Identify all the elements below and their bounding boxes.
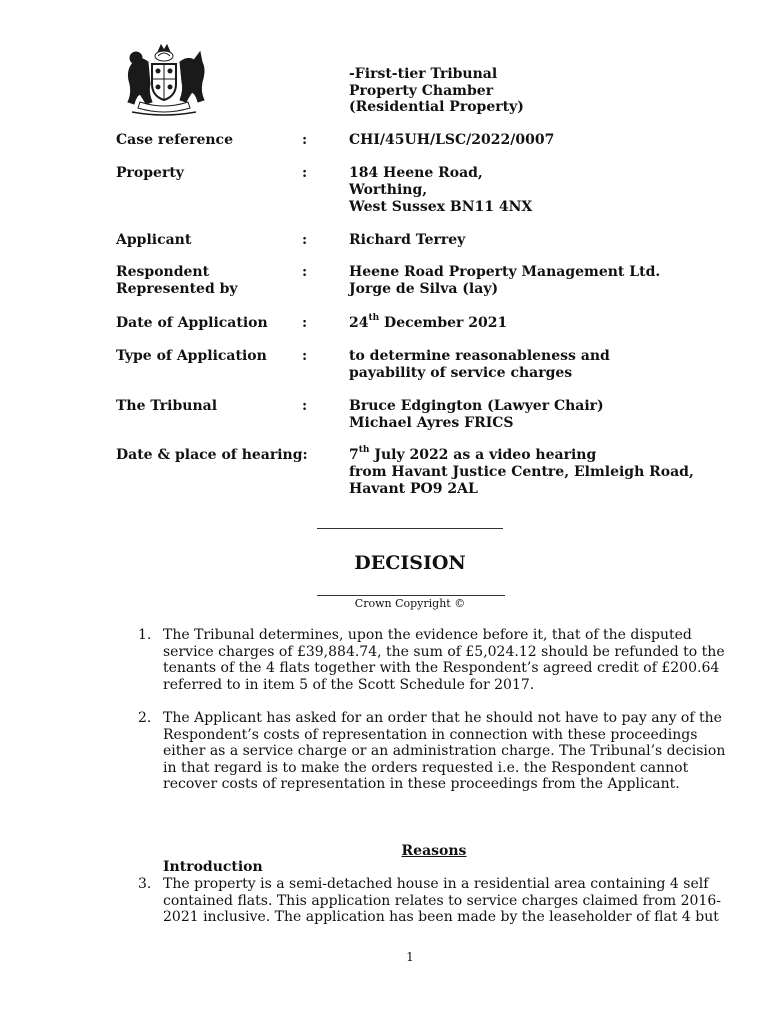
value-line: Bruce Edgington (Lawyer Chair) [349,398,604,414]
value-line [349,447,694,464]
value-line: West Sussex BN11 4NX [349,199,533,215]
field-label: The Tribunal [116,398,218,414]
value-line: from Havant Justice Centre, Elmleigh Road, [349,464,694,480]
paragraph-number: 1. [138,627,152,643]
field-label: Case reference [116,132,233,148]
tribunal-line: -First-tier Tribunal [349,66,498,82]
divider [317,528,503,529]
value-rest: July 2022 as a video hearing [369,447,597,463]
value-line: Havant PO9 2AL [349,481,478,497]
field-label: Date of Application [116,315,268,331]
text-line: 2021 inclusive. The application has been made by the leaseholder of flat 4 but [163,909,719,926]
field-label: Applicant [116,232,192,248]
value-line: Michael Ayres FRICS [349,415,514,431]
text-line: The Tribunal determines, upon the evidence before it, that of the disputed [163,627,692,643]
field-value [349,348,610,382]
value-ordinal: th [368,313,380,324]
field-value [349,315,507,332]
value-line: payability of service charges [349,365,573,381]
paragraph-number: 2. [138,710,152,726]
value-ordinal: th [358,445,370,456]
field-colon: : [302,232,308,248]
field-value [349,447,694,498]
paragraph-text [163,627,723,693]
field-value [349,165,532,216]
value-line: Richard Terrey [349,232,466,248]
value-line: Heene Road Property Management Ltd. [349,264,661,280]
tribunal-line: (Residential Property) [349,99,524,115]
field-colon: : [302,348,308,364]
field-label [116,264,238,298]
paragraph-text [163,876,723,926]
text-line: referred to in item 5 of the Scott Schedule for 2017. [163,676,535,693]
field-label: Type of Application [116,348,267,364]
paragraph-text [163,710,726,793]
text-line: tenants of the 4 flats together with the Respondent’s agreed credit of £200.64 [163,660,720,677]
text-line: The property is a semi-detached house in a residential area containing 4 self [163,876,709,892]
text-line: contained flats. This application relates to service charges claimed from 2016- [163,892,721,909]
value-line: Worthing, [349,182,428,198]
value-rest: December 2021 [379,315,508,331]
field-value [349,132,554,149]
page-number: 1 [406,950,414,964]
field-value [349,232,465,249]
field-colon: : [302,398,308,414]
field-value [349,264,660,298]
field-colon: : [302,165,308,181]
introduction-heading: Introduction [163,859,263,875]
crown-copyright: Crown Copyright © [354,597,466,610]
text-line: either as a service charge or an administration charge. The Tribunal’s decision [163,743,726,760]
text-line: in that regard is to make the orders requested i.e. the Respondent cannot [163,759,689,776]
field-label: Property [116,165,184,181]
value-day: 24 [349,315,369,331]
field-colon: : [302,264,308,280]
tribunal-line: Property Chamber [349,82,494,99]
decision-title: DECISION [354,552,466,574]
paragraph-number: 3. [138,876,152,892]
field-value [349,398,604,432]
field-label: Date & place of hearing: [116,447,308,463]
field-colon: : [302,315,308,331]
tribunal-heading [349,66,524,116]
value-line: CHI/45UH/LSC/2022/0007 [349,132,555,148]
text-line: service charges of £39,884.74, the sum of £5,024.12 should be refunded to the [163,643,725,660]
divider [317,595,505,596]
label-line: Respondent [116,264,210,280]
text-line: Respondent’s costs of representation in connection with these proceedings [163,726,698,743]
value-day: 7 [349,447,359,463]
reasons-heading: Reasons [401,843,467,859]
text-line: recover costs of representation in these proceedings from the Applicant. [163,776,680,793]
field-colon: : [302,132,308,148]
value-line: 184 Heene Road, [349,165,483,181]
value-line: to determine reasonableness and [349,348,610,364]
label-line: Represented by [116,281,238,297]
value-line: Jorge de Silva (lay) [349,281,499,297]
royal-coat-of-arms-icon [118,42,210,118]
text-line: The Applicant has asked for an order that he should not have to pay any of the [163,710,722,726]
